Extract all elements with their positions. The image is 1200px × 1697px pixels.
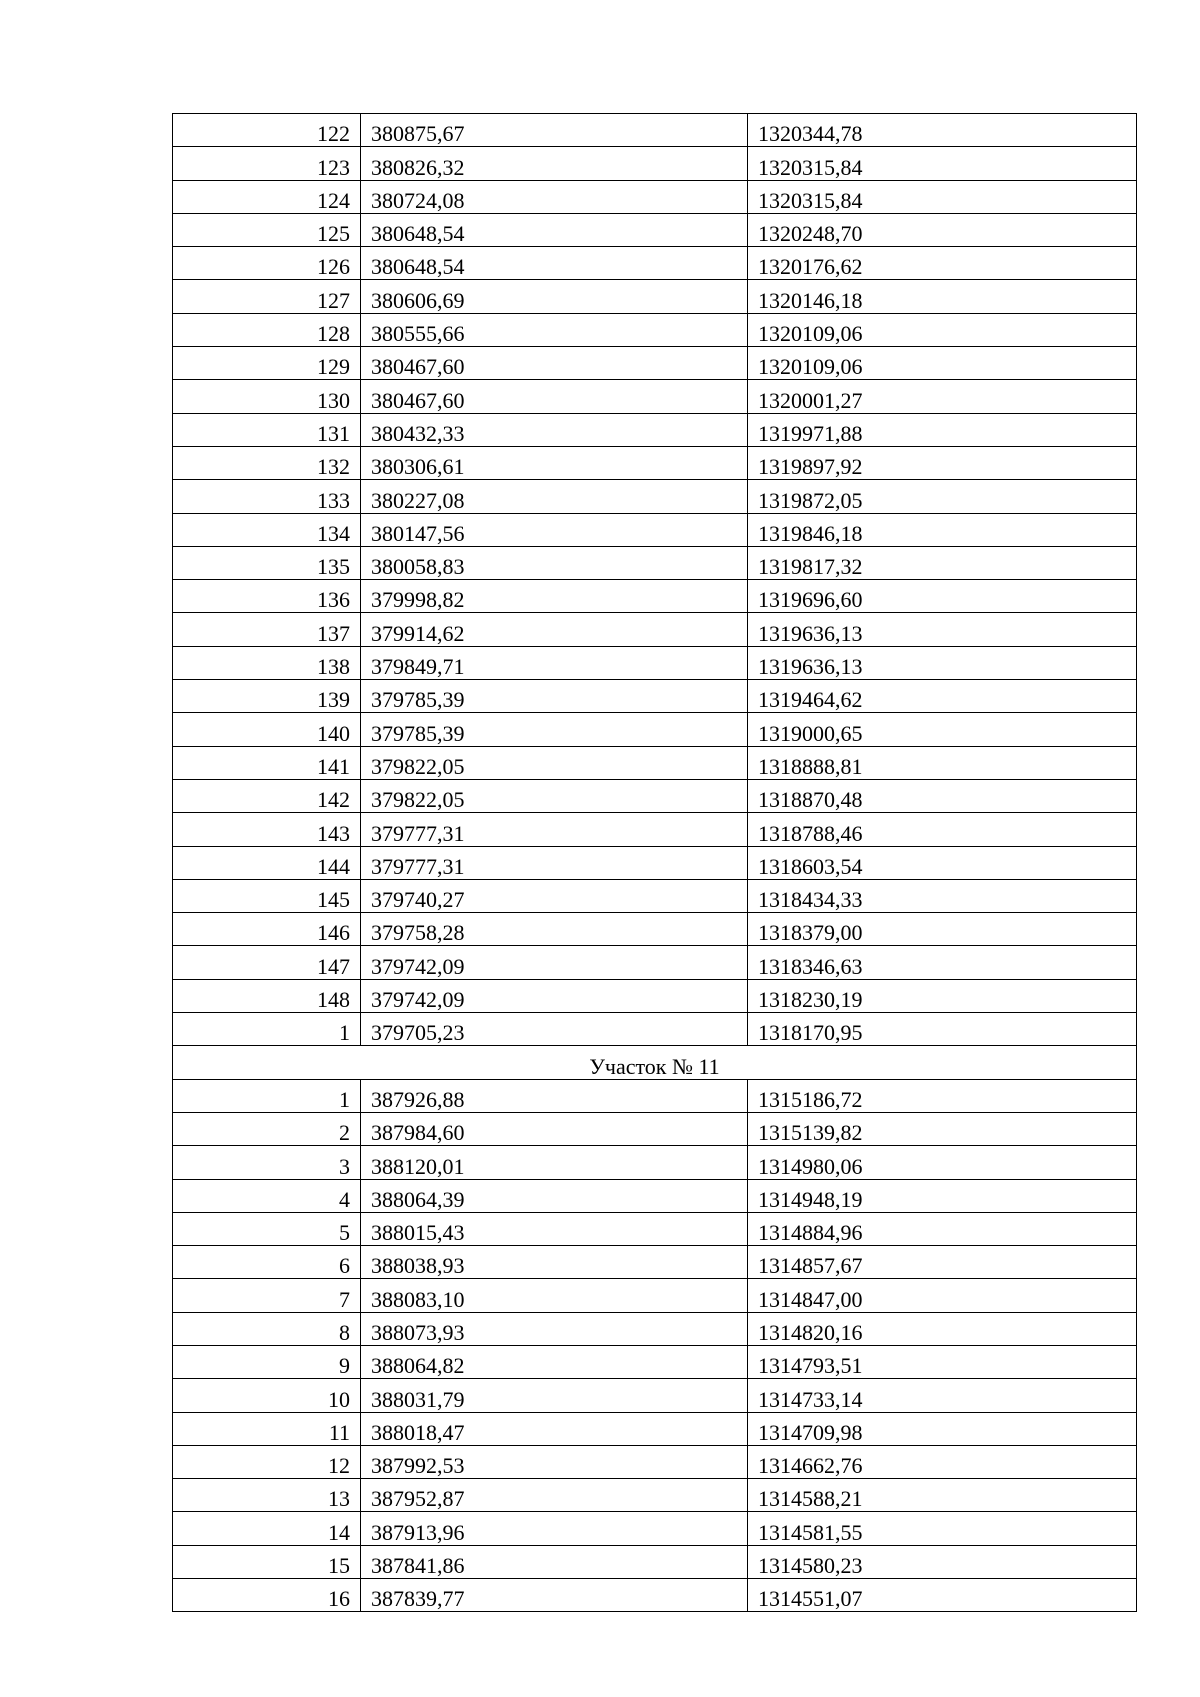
x-coordinate-cell: 388038,93 xyxy=(361,1246,748,1279)
x-coordinate-cell: 387839,77 xyxy=(361,1579,748,1612)
point-number-cell: 125 xyxy=(173,213,361,246)
table-row xyxy=(173,580,1137,613)
x-coordinate-cell: 388018,47 xyxy=(361,1412,748,1445)
table-row xyxy=(173,1579,1137,1612)
point-number-cell: 5 xyxy=(173,1212,361,1245)
table-row xyxy=(173,746,1137,779)
x-coordinate-cell: 388031,79 xyxy=(361,1379,748,1412)
table-row xyxy=(173,1112,1137,1145)
point-number-cell: 143 xyxy=(173,813,361,846)
point-number-cell: 2 xyxy=(173,1112,361,1145)
point-number-cell: 123 xyxy=(173,147,361,180)
table-row xyxy=(173,380,1137,413)
table-row xyxy=(173,147,1137,180)
y-coordinate-cell: 1320248,70 xyxy=(748,213,1137,246)
x-coordinate-cell: 387913,96 xyxy=(361,1512,748,1545)
x-coordinate-cell: 387926,88 xyxy=(361,1079,748,1112)
y-coordinate-cell: 1320109,06 xyxy=(748,347,1137,380)
table-row xyxy=(173,1279,1137,1312)
point-number-cell: 14 xyxy=(173,1512,361,1545)
point-number-cell: 12 xyxy=(173,1445,361,1478)
y-coordinate-cell: 1314884,96 xyxy=(748,1212,1137,1245)
x-coordinate-cell: 388073,93 xyxy=(361,1312,748,1345)
point-number-cell: 134 xyxy=(173,513,361,546)
y-coordinate-cell: 1319636,13 xyxy=(748,613,1137,646)
point-number-cell: 7 xyxy=(173,1279,361,1312)
y-coordinate-cell: 1320176,62 xyxy=(748,247,1137,280)
y-coordinate-cell: 1314662,76 xyxy=(748,1445,1137,1478)
x-coordinate-cell: 388015,43 xyxy=(361,1212,748,1245)
table-row xyxy=(173,247,1137,280)
x-coordinate-cell: 380306,61 xyxy=(361,446,748,479)
y-coordinate-cell: 1318870,48 xyxy=(748,779,1137,812)
x-coordinate-cell: 380875,67 xyxy=(361,114,748,147)
x-coordinate-cell: 379822,05 xyxy=(361,746,748,779)
table-row xyxy=(173,680,1137,713)
table-row xyxy=(173,480,1137,513)
x-coordinate-cell: 379777,31 xyxy=(361,846,748,879)
y-coordinate-cell: 1319817,32 xyxy=(748,546,1137,579)
point-number-cell: 135 xyxy=(173,546,361,579)
section-header-row xyxy=(173,1046,1137,1079)
point-number-cell: 126 xyxy=(173,247,361,280)
point-number-cell: 13 xyxy=(173,1479,361,1512)
table-row xyxy=(173,1146,1137,1179)
point-number-cell: 8 xyxy=(173,1312,361,1345)
y-coordinate-cell: 1318888,81 xyxy=(748,746,1137,779)
point-number-cell: 142 xyxy=(173,779,361,812)
y-coordinate-cell: 1320344,78 xyxy=(748,114,1137,147)
x-coordinate-cell: 380826,32 xyxy=(361,147,748,180)
point-number-cell: 124 xyxy=(173,180,361,213)
x-coordinate-cell: 388064,82 xyxy=(361,1345,748,1378)
x-coordinate-cell: 380606,69 xyxy=(361,280,748,313)
y-coordinate-cell: 1320315,84 xyxy=(748,180,1137,213)
table-row xyxy=(173,513,1137,546)
point-number-cell: 145 xyxy=(173,879,361,912)
table-row xyxy=(173,1079,1137,1112)
y-coordinate-cell: 1319872,05 xyxy=(748,480,1137,513)
y-coordinate-cell: 1314847,00 xyxy=(748,1279,1137,1312)
point-number-cell: 146 xyxy=(173,913,361,946)
table-row xyxy=(173,1312,1137,1345)
y-coordinate-cell: 1314857,67 xyxy=(748,1246,1137,1279)
x-coordinate-cell: 380555,66 xyxy=(361,313,748,346)
y-coordinate-cell: 1318603,54 xyxy=(748,846,1137,879)
y-coordinate-cell: 1314709,98 xyxy=(748,1412,1137,1445)
x-coordinate-cell: 379758,28 xyxy=(361,913,748,946)
point-number-cell: 130 xyxy=(173,380,361,413)
y-coordinate-cell: 1315139,82 xyxy=(748,1112,1137,1145)
y-coordinate-cell: 1319897,92 xyxy=(748,446,1137,479)
y-coordinate-cell: 1315186,72 xyxy=(748,1079,1137,1112)
point-number-cell: 137 xyxy=(173,613,361,646)
table-row xyxy=(173,1345,1137,1378)
coordinates-table xyxy=(172,113,1137,1612)
x-coordinate-cell: 379742,09 xyxy=(361,946,748,979)
table-row xyxy=(173,1445,1137,1478)
y-coordinate-cell: 1314793,51 xyxy=(748,1345,1137,1378)
y-coordinate-cell: 1320146,18 xyxy=(748,280,1137,313)
table-row xyxy=(173,979,1137,1012)
y-coordinate-cell: 1318434,33 xyxy=(748,879,1137,912)
y-coordinate-cell: 1314820,16 xyxy=(748,1312,1137,1345)
x-coordinate-cell: 379785,39 xyxy=(361,680,748,713)
y-coordinate-cell: 1314948,19 xyxy=(748,1179,1137,1212)
y-coordinate-cell: 1320001,27 xyxy=(748,380,1137,413)
x-coordinate-cell: 387992,53 xyxy=(361,1445,748,1478)
table-row xyxy=(173,1479,1137,1512)
table-row xyxy=(173,180,1137,213)
table-row xyxy=(173,1545,1137,1578)
point-number-cell: 9 xyxy=(173,1345,361,1378)
table-row xyxy=(173,114,1137,147)
table-row xyxy=(173,1246,1137,1279)
y-coordinate-cell: 1318379,00 xyxy=(748,913,1137,946)
x-coordinate-cell: 380058,83 xyxy=(361,546,748,579)
y-coordinate-cell: 1318346,63 xyxy=(748,946,1137,979)
y-coordinate-cell: 1319464,62 xyxy=(748,680,1137,713)
point-number-cell: 16 xyxy=(173,1579,361,1612)
y-coordinate-cell: 1314733,14 xyxy=(748,1379,1137,1412)
point-number-cell: 131 xyxy=(173,413,361,446)
table-row xyxy=(173,879,1137,912)
point-number-cell: 129 xyxy=(173,347,361,380)
table-row xyxy=(173,713,1137,746)
table-row xyxy=(173,1379,1137,1412)
point-number-cell: 132 xyxy=(173,446,361,479)
table-row xyxy=(173,347,1137,380)
x-coordinate-cell: 388120,01 xyxy=(361,1146,748,1179)
point-number-cell: 144 xyxy=(173,846,361,879)
x-coordinate-cell: 388083,10 xyxy=(361,1279,748,1312)
x-coordinate-cell: 380147,56 xyxy=(361,513,748,546)
y-coordinate-cell: 1319636,13 xyxy=(748,646,1137,679)
y-coordinate-cell: 1319846,18 xyxy=(748,513,1137,546)
point-number-cell: 136 xyxy=(173,580,361,613)
y-coordinate-cell: 1319000,65 xyxy=(748,713,1137,746)
table-row xyxy=(173,1179,1137,1212)
point-number-cell: 133 xyxy=(173,480,361,513)
point-number-cell: 140 xyxy=(173,713,361,746)
table-row xyxy=(173,613,1137,646)
y-coordinate-cell: 1319971,88 xyxy=(748,413,1137,446)
table-row xyxy=(173,779,1137,812)
point-number-cell: 127 xyxy=(173,280,361,313)
point-number-cell: 122 xyxy=(173,114,361,147)
x-coordinate-cell: 380432,33 xyxy=(361,413,748,446)
x-coordinate-cell: 379740,27 xyxy=(361,879,748,912)
point-number-cell: 139 xyxy=(173,680,361,713)
point-number-cell: 4 xyxy=(173,1179,361,1212)
table-row xyxy=(173,446,1137,479)
x-coordinate-cell: 387984,60 xyxy=(361,1112,748,1145)
x-coordinate-cell: 388064,39 xyxy=(361,1179,748,1212)
x-coordinate-cell: 387952,87 xyxy=(361,1479,748,1512)
table-row xyxy=(173,813,1137,846)
point-number-cell: 128 xyxy=(173,313,361,346)
point-number-cell: 141 xyxy=(173,746,361,779)
y-coordinate-cell: 1314980,06 xyxy=(748,1146,1137,1179)
point-number-cell: 1 xyxy=(173,1013,361,1046)
point-number-cell: 6 xyxy=(173,1246,361,1279)
point-number-cell: 148 xyxy=(173,979,361,1012)
table-row xyxy=(173,413,1137,446)
point-number-cell: 15 xyxy=(173,1545,361,1578)
x-coordinate-cell: 380648,54 xyxy=(361,247,748,280)
x-coordinate-cell: 380227,08 xyxy=(361,480,748,513)
section-title: Участок № 11 xyxy=(173,1046,1137,1079)
y-coordinate-cell: 1314580,23 xyxy=(748,1545,1137,1578)
table-row xyxy=(173,313,1137,346)
point-number-cell: 3 xyxy=(173,1146,361,1179)
table-row xyxy=(173,1013,1137,1046)
y-coordinate-cell: 1314588,21 xyxy=(748,1479,1137,1512)
table-row xyxy=(173,846,1137,879)
table-row xyxy=(173,1212,1137,1245)
y-coordinate-cell: 1314581,55 xyxy=(748,1512,1137,1545)
x-coordinate-cell: 387841,86 xyxy=(361,1545,748,1578)
table-row xyxy=(173,913,1137,946)
table-row xyxy=(173,546,1137,579)
table-row xyxy=(173,280,1137,313)
x-coordinate-cell: 379705,23 xyxy=(361,1013,748,1046)
x-coordinate-cell: 380724,08 xyxy=(361,180,748,213)
table-row xyxy=(173,213,1137,246)
x-coordinate-cell: 380467,60 xyxy=(361,347,748,380)
x-coordinate-cell: 379822,05 xyxy=(361,779,748,812)
x-coordinate-cell: 379849,71 xyxy=(361,646,748,679)
x-coordinate-cell: 380648,54 xyxy=(361,213,748,246)
x-coordinate-cell: 379777,31 xyxy=(361,813,748,846)
y-coordinate-cell: 1319696,60 xyxy=(748,580,1137,613)
point-number-cell: 1 xyxy=(173,1079,361,1112)
y-coordinate-cell: 1318170,95 xyxy=(748,1013,1137,1046)
y-coordinate-cell: 1318788,46 xyxy=(748,813,1137,846)
y-coordinate-cell: 1314551,07 xyxy=(748,1579,1137,1612)
table-row xyxy=(173,646,1137,679)
point-number-cell: 11 xyxy=(173,1412,361,1445)
coordinates-table-body xyxy=(173,114,1137,1612)
table-row xyxy=(173,1412,1137,1445)
x-coordinate-cell: 379742,09 xyxy=(361,979,748,1012)
y-coordinate-cell: 1318230,19 xyxy=(748,979,1137,1012)
x-coordinate-cell: 379914,62 xyxy=(361,613,748,646)
x-coordinate-cell: 380467,60 xyxy=(361,380,748,413)
point-number-cell: 147 xyxy=(173,946,361,979)
x-coordinate-cell: 379785,39 xyxy=(361,713,748,746)
table-row xyxy=(173,1512,1137,1545)
point-number-cell: 138 xyxy=(173,646,361,679)
point-number-cell: 10 xyxy=(173,1379,361,1412)
y-coordinate-cell: 1320109,06 xyxy=(748,313,1137,346)
y-coordinate-cell: 1320315,84 xyxy=(748,147,1137,180)
x-coordinate-cell: 379998,82 xyxy=(361,580,748,613)
table-row xyxy=(173,946,1137,979)
